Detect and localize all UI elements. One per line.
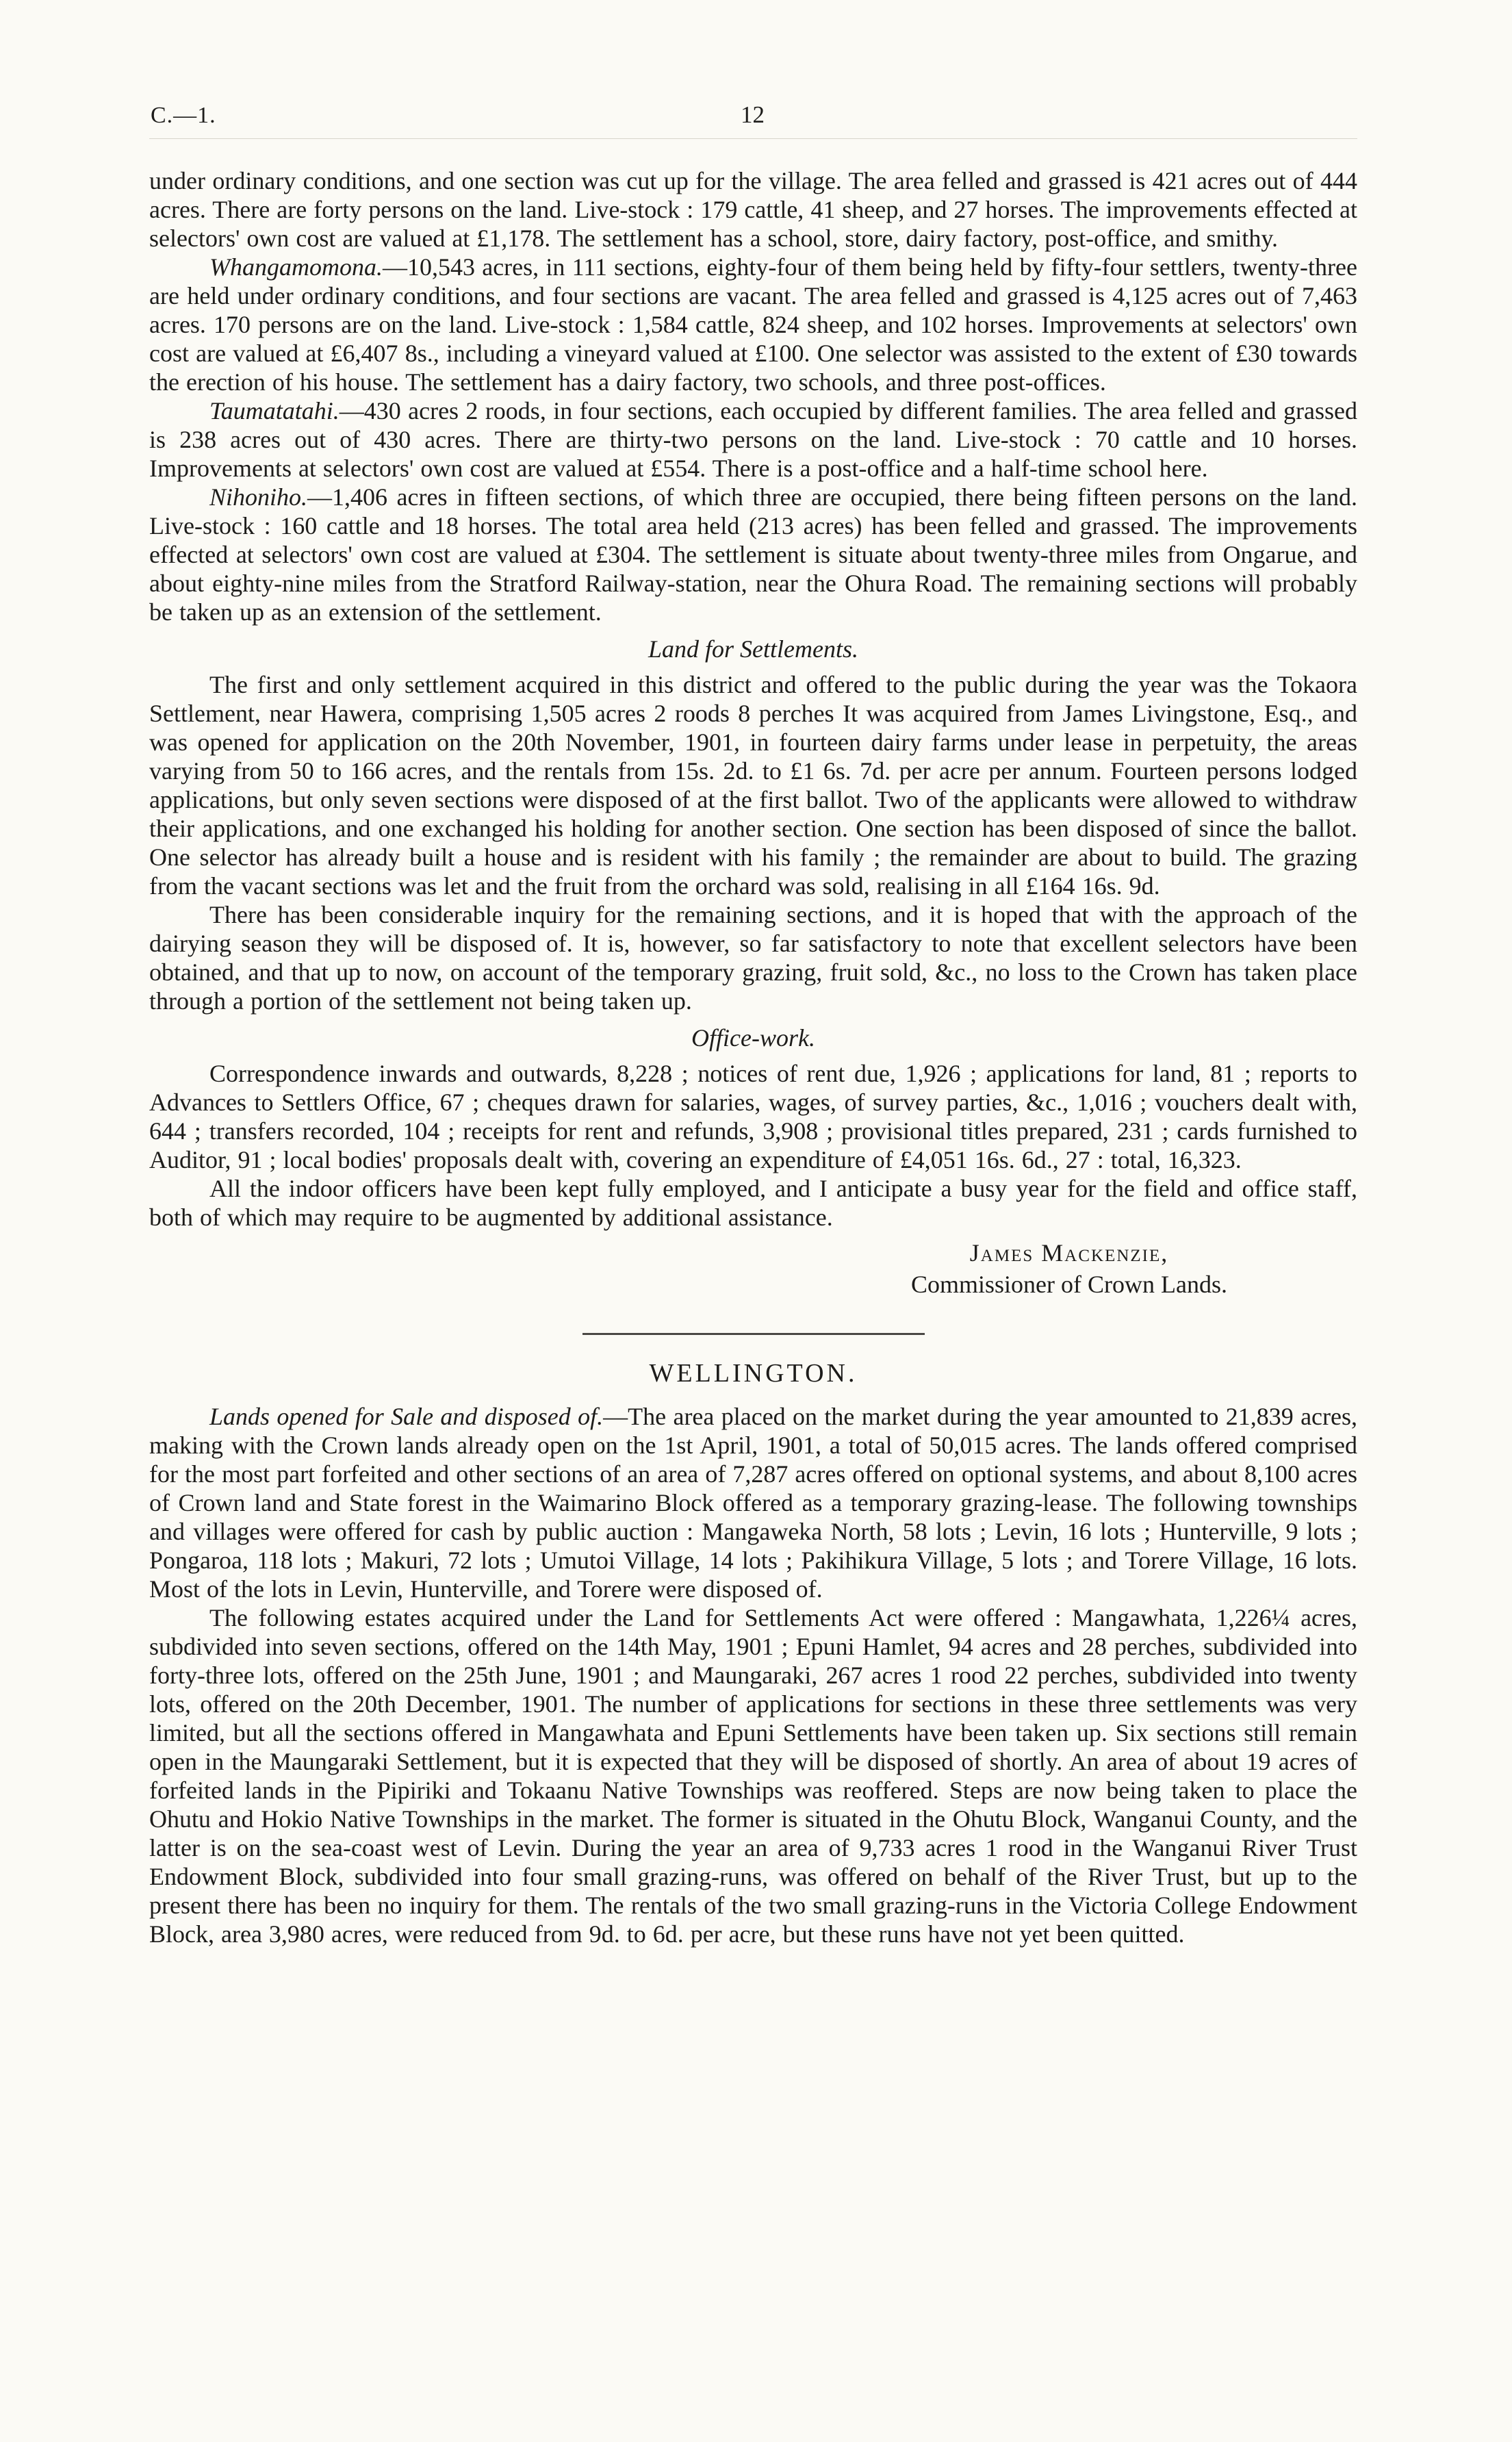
page-number: 12 bbox=[741, 101, 765, 128]
paragraph-lands-opened bbox=[149, 1402, 1357, 1603]
paragraph-whangamomona bbox=[149, 253, 1357, 396]
report-body bbox=[149, 166, 1357, 1948]
settlement-name-nihoniho: Nihoniho. bbox=[209, 483, 308, 511]
signature-title: Commissioner of Crown Lands. bbox=[911, 1271, 1227, 1298]
signature-block bbox=[911, 1237, 1227, 1300]
paragraph-tokaora: The first and only settlement acquired in this district and offered to the public during the year was the Tokaora Settlement, near Hawera, comprising 1,505 acres 2 roods 8 perches It was acquired from James Livingstone, Esq., and was opened for application on the 20th November, 1901, in fourteen dairy farms under lease in perpetuity, the areas varying from 50 to 166 acres, and the rentals from 15s. 2d. to £1 6s. 7d. per acre per annum. Fourteen persons lodged applications, but only seven sections were disposed of at the first ballot. Two of the applicants were allowed to withdraw their applications, and one exchanged his holding for another section. One section has been disposed of since the ballot. One selector has already built a house and is resident with his family ; the remainder are about to build. The grazing from the vacant sections was let and the fruit from the orchard was sold, realising in all £164 16s. 9d. bbox=[149, 671, 1357, 900]
paragraph-nihoniho bbox=[149, 483, 1357, 626]
settlement-text-nihoniho: —1,406 acres in fifteen sections, of which three are occupied, there being fifteen persons on the land. Live-stock : 160 cattle and 18 horses. The total area held (213 acres) has been felled and grassed. The improvements effected at selectors' own cost are valued at £304. The settlement is situate about twenty-three miles from Ongarue, and about eighty-nine miles from the Stratford Railway-station, near the Ohura Road. The remaining sections will probably be taken up as an extension of the settlement. bbox=[149, 483, 1357, 626]
paragraph-estates: The following estates acquired under the Land for Settlements Act were offered : Mangawhata, 1,226¼ acres, subdivided into seven sections, offered on the 14th May, 1901 ; Epuni Hamlet, 94 acres and 28 perches, subdivided into forty-three lots, offered on the 25th June, 1901 ; and Maungaraki, 267 acres 1 rood 22 perches, subdivided into twenty lots, offered on the 20th December, 1901. The number of applications for sections in these three settlements was very limited, but all the sections offered in Mangawhata and Epuni Settlements have been taken up. Six sections still remain open in the Maungaraki Settlement, but it is expected that they will be disposed of shortly. An area of about 19 acres of forfeited lands in the Pipiriki and Tokaanu Native Townships was reoffered. Steps are now being taken to place the Ohutu and Hokio Native Townships in the market. The former is situated in the Ohutu Block, Wanganui County, and the latter is on the sea-coast west of Levin. During the year an area of 9,733 acres 1 rood in the Wanganui River Trust Endowment Block, subdivided into four small grazing-runs, was offered on behalf of the River Trust, but up to the present there has been no inquiry for them. The rentals of the two small grazing-runs in the Victoria College Endowment Block, area 3,980 acres, were reduced from 9d. to 6d. per acre, but these runs have not yet been quitted. bbox=[149, 1604, 1357, 1948]
settlement-name-whangamomona: Whangamomona. bbox=[209, 253, 383, 281]
settlement-text-taumatatahi: —430 acres 2 roods, in four sections, each occupied by different families. The area felled and grassed is 238 acres out of 430 acres. There are thirty-two persons on the land. Live-stock : 70 cattle and 10 horses. Improvements at selectors' own cost are valued at £554. There is a post-office and a half-time school here. bbox=[149, 397, 1357, 482]
paragraph-lead-lands-opened: Lands opened for Sale and disposed of. bbox=[209, 1403, 604, 1430]
paragraph-correspondence: Correspondence inwards and outwards, 8,228 ; notices of rent due, 1,926 ; applications for land, 81 ; reports to Advances to Settlers Office, 67 ; cheques drawn for salaries, wages, of survey parties, &c., 1,016 ; vouchers dealt with, 644 ; transfers recorded, 104 ; receipts for rent and refunds, 3,908 ; provisional titles prepared, 231 ; cards furnished to Auditor, 91 ; local bodies' proposals dealt with, covering an expenditure of £4,051 16s. 6d., 27 : total, 16,323. bbox=[149, 1060, 1357, 1173]
settlement-name-taumatatahi: Taumatatahi. bbox=[209, 397, 339, 424]
paragraph-indoor-officers: All the indoor officers have been kept fully employed, and I anticipate a busy year for the field and office staff, both of which may require to be augmented by additional assistance. bbox=[149, 1175, 1357, 1231]
signature-name: James Mackenzie, bbox=[969, 1239, 1169, 1267]
paragraph-continuation: under ordinary conditions, and one section was cut up for the village. The area felled and grassed is 421 acres out of 444 acres. There are forty persons on the land. Live-stock : 179 cattle, 41 sheep, and 27 horses. The improvements effected at selectors' own cost are valued at £1,178. The settlement has a school, store, dairy factory, post-office, and smithy. bbox=[149, 167, 1357, 252]
page-header bbox=[149, 101, 1357, 139]
heading-land-for-settlements: Land for Settlements. bbox=[648, 635, 858, 663]
section-divider bbox=[582, 1333, 925, 1335]
paragraph-inquiry: There has been considerable inquiry for the remaining sections, and it is hoped that with the approach of the dairying season they will be disposed of. It is, however, so far satisfactory to note that excellent selectors have been obtained, and that up to now, on account of the temporary grazing, fruit sold, &c., no loss to the Crown has taken place through a portion of the settlement not being taken up. bbox=[149, 901, 1357, 1015]
heading-office-work: Office-work. bbox=[691, 1024, 815, 1052]
heading-wellington: WELLINGTON. bbox=[649, 1359, 858, 1388]
doc-reference: C.—1. bbox=[151, 103, 216, 128]
paragraph-text-lands-opened: —The area placed on the market during the year amounted to 21,839 acres, making with the Crown lands already open on the 1st April, 1901, a total of 50,015 acres. The lands offered comprised for the most part forfeited and other sections of an area of 7,287 acres offered on optional systems, and about 8,100 acres of Crown land and State forest in the Waimarino Block offered as a temporary grazing-lease. The following townships and villages were offered for cash by public auction : Mangaweka North, 58 lots ; Levin, 16 lots ; Hunterville, 9 lots ; Pongaroa, 118 lots ; Makuri, 72 lots ; Umutoi Village, 14 lots ; Pakihikura Village, 5 lots ; and Torere Village, 16 lots. Most of the lots in Levin, Hunterville, and Torere were disposed of. bbox=[149, 1403, 1358, 1603]
settlement-text-whangamomona: —10,543 acres, in 111 sections, eighty-four of them being held by fifty-four settlers, twenty-three are held under ordinary conditions, and four sections are vacant. The area felled and grassed is 4,125 acres out of 7,463 acres. 170 persons are on the land. Live-stock : 1,584 cattle, 824 sheep, and 102 horses. Improvements at selectors' own cost are valued at £6,407 8s., including a vineyard valued at £100. One selector was assisted to the extent of £30 towards the erection of his house. The settlement has a dairy factory, two schools, and three post-offices. bbox=[149, 253, 1357, 396]
paragraph-taumatatahi bbox=[149, 396, 1357, 483]
